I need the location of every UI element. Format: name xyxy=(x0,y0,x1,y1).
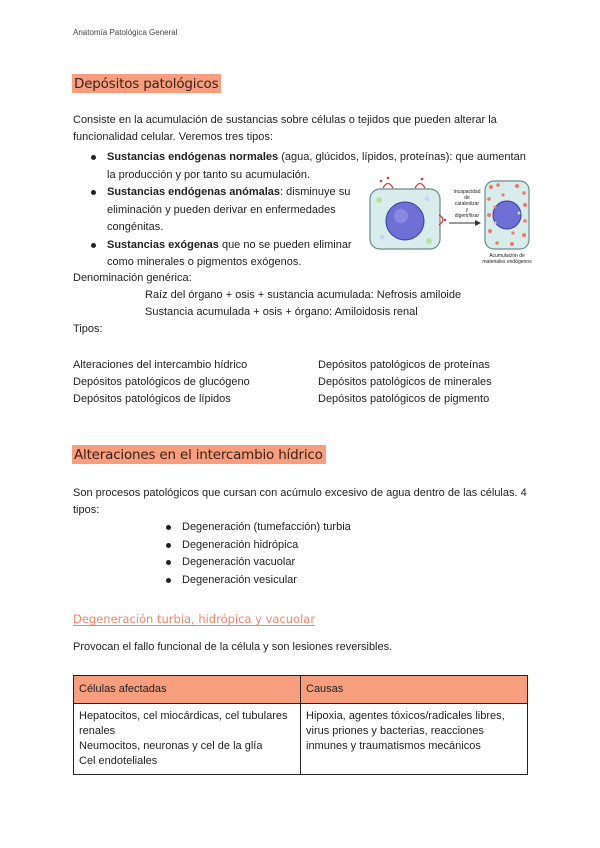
section2-intro xyxy=(73,485,527,519)
document-header: Anatomía Patológica General xyxy=(73,28,178,37)
list-item: Depósitos patológicos de minerales xyxy=(318,376,492,388)
bullet-text: eliminación y pueden derivar en enfermedades xyxy=(107,203,336,216)
tipos-column-left xyxy=(73,357,250,408)
table-cell xyxy=(301,704,528,775)
arrow-label: y xyxy=(465,207,469,213)
intro-paragraph xyxy=(73,112,497,146)
bullet-bold: Sustancias endógenas normales xyxy=(107,151,279,163)
formula-line: Raíz del órgano + osis + sustancia acumulada: Nefrosis amiloide xyxy=(145,289,462,301)
intro-line: Consiste en la acumulación de sustancias sobre células o tejidos que pueden alterar la xyxy=(73,114,497,126)
list-item: Degeneración vesicular xyxy=(164,572,351,590)
bullet-text: congénitas. xyxy=(107,221,164,233)
list-item: Depósitos patológicos de pigmento xyxy=(318,393,490,405)
process-arrow xyxy=(449,220,481,226)
bullet-text: : disminuye su xyxy=(280,186,351,198)
intro-line: tipos: xyxy=(73,504,100,516)
cell-line: Cel endoteliales xyxy=(79,755,158,767)
arrow-label: Incapacidad xyxy=(453,189,481,195)
denominacion-label: Denominación genérica: xyxy=(73,272,192,284)
list-item: Degeneración (tumefacción) turbia xyxy=(164,519,351,537)
list-item: Degeneración hidrópica xyxy=(164,537,351,555)
arrow-label: de xyxy=(464,195,470,201)
section-title-intercambio: Alteraciones en el intercambio hídrico xyxy=(72,445,326,464)
cell-line: inmunes y traumatismos mecánicos xyxy=(306,740,481,752)
tipos-column-right xyxy=(318,357,492,408)
section3-intro: Provocan el fallo funcional de la célula y son lesiones reversibles. xyxy=(73,641,393,653)
figure-caption: materiales endógenos xyxy=(482,259,532,265)
cell-accumulation-figure xyxy=(367,175,532,270)
table-row xyxy=(74,704,528,775)
subsection-title: Degeneración turbia, hidrópica y vacuolar xyxy=(73,612,316,626)
table-header-cell: Células afectadas xyxy=(74,676,301,704)
cell-line: renales xyxy=(79,725,116,737)
section-title-depositos: Depósitos patológicos xyxy=(72,74,221,93)
table-header-row xyxy=(74,676,528,704)
accumulation-cell-illustration xyxy=(485,181,529,249)
cell-line: Hipoxia, agentes tóxicos/radicales libres, xyxy=(306,710,505,722)
cell-line: Hepatocitos, cel miocárdicas, cel tubulares xyxy=(79,710,288,722)
intro-line: funcionalidad celular. Veremos tres tipos: xyxy=(73,131,273,143)
bullet-text: (agua, glúcidos, lípidos, proteínas): que aumentan xyxy=(278,151,526,163)
list-item: Depósitos patológicos de glucógeno xyxy=(73,376,250,388)
cell-line: virus priones y bacterias, reacciones xyxy=(306,725,484,737)
figure-caption: Acumulación de xyxy=(489,253,525,259)
bullet-text: que no se pueden eliminar xyxy=(218,238,352,251)
table-cell xyxy=(74,704,301,775)
bullet-text: como minerales o pigmentos exógenos. xyxy=(107,256,302,268)
table-header-cell: Causas xyxy=(301,676,528,704)
bullet-bold: Sustancias exógenas xyxy=(107,238,219,251)
list-item: Depósitos patológicos de lípidos xyxy=(73,393,231,405)
normal-cell-illustration xyxy=(370,177,446,249)
cell-line: Neumocitos, neuronas y cel de la glía xyxy=(79,740,263,752)
arrow-label: digerir/lisar xyxy=(454,213,480,219)
degeneracion-list xyxy=(164,519,351,589)
list-item: Depósitos patológicos de proteínas xyxy=(318,359,490,371)
formula-line: Sustancia acumulada + osis + órgano: Amiloidosis renal xyxy=(145,306,418,318)
list-item: Alteraciones del intercambio hídrico xyxy=(73,359,248,371)
list-item: Degeneración vacuolar xyxy=(164,554,351,572)
causes-table xyxy=(73,675,528,775)
intro-line: Son procesos patológicos que cursan con acúmulo excesivo de agua dentro de las células. 4 xyxy=(73,487,527,499)
bullet-text: la producción y por tanto su acumulación. xyxy=(107,168,311,181)
arrow-label: catabolizar xyxy=(454,201,480,207)
bullet-bold: Sustancias endógenas anómalas xyxy=(107,186,281,198)
tipos-label: Tipos: xyxy=(73,323,103,335)
